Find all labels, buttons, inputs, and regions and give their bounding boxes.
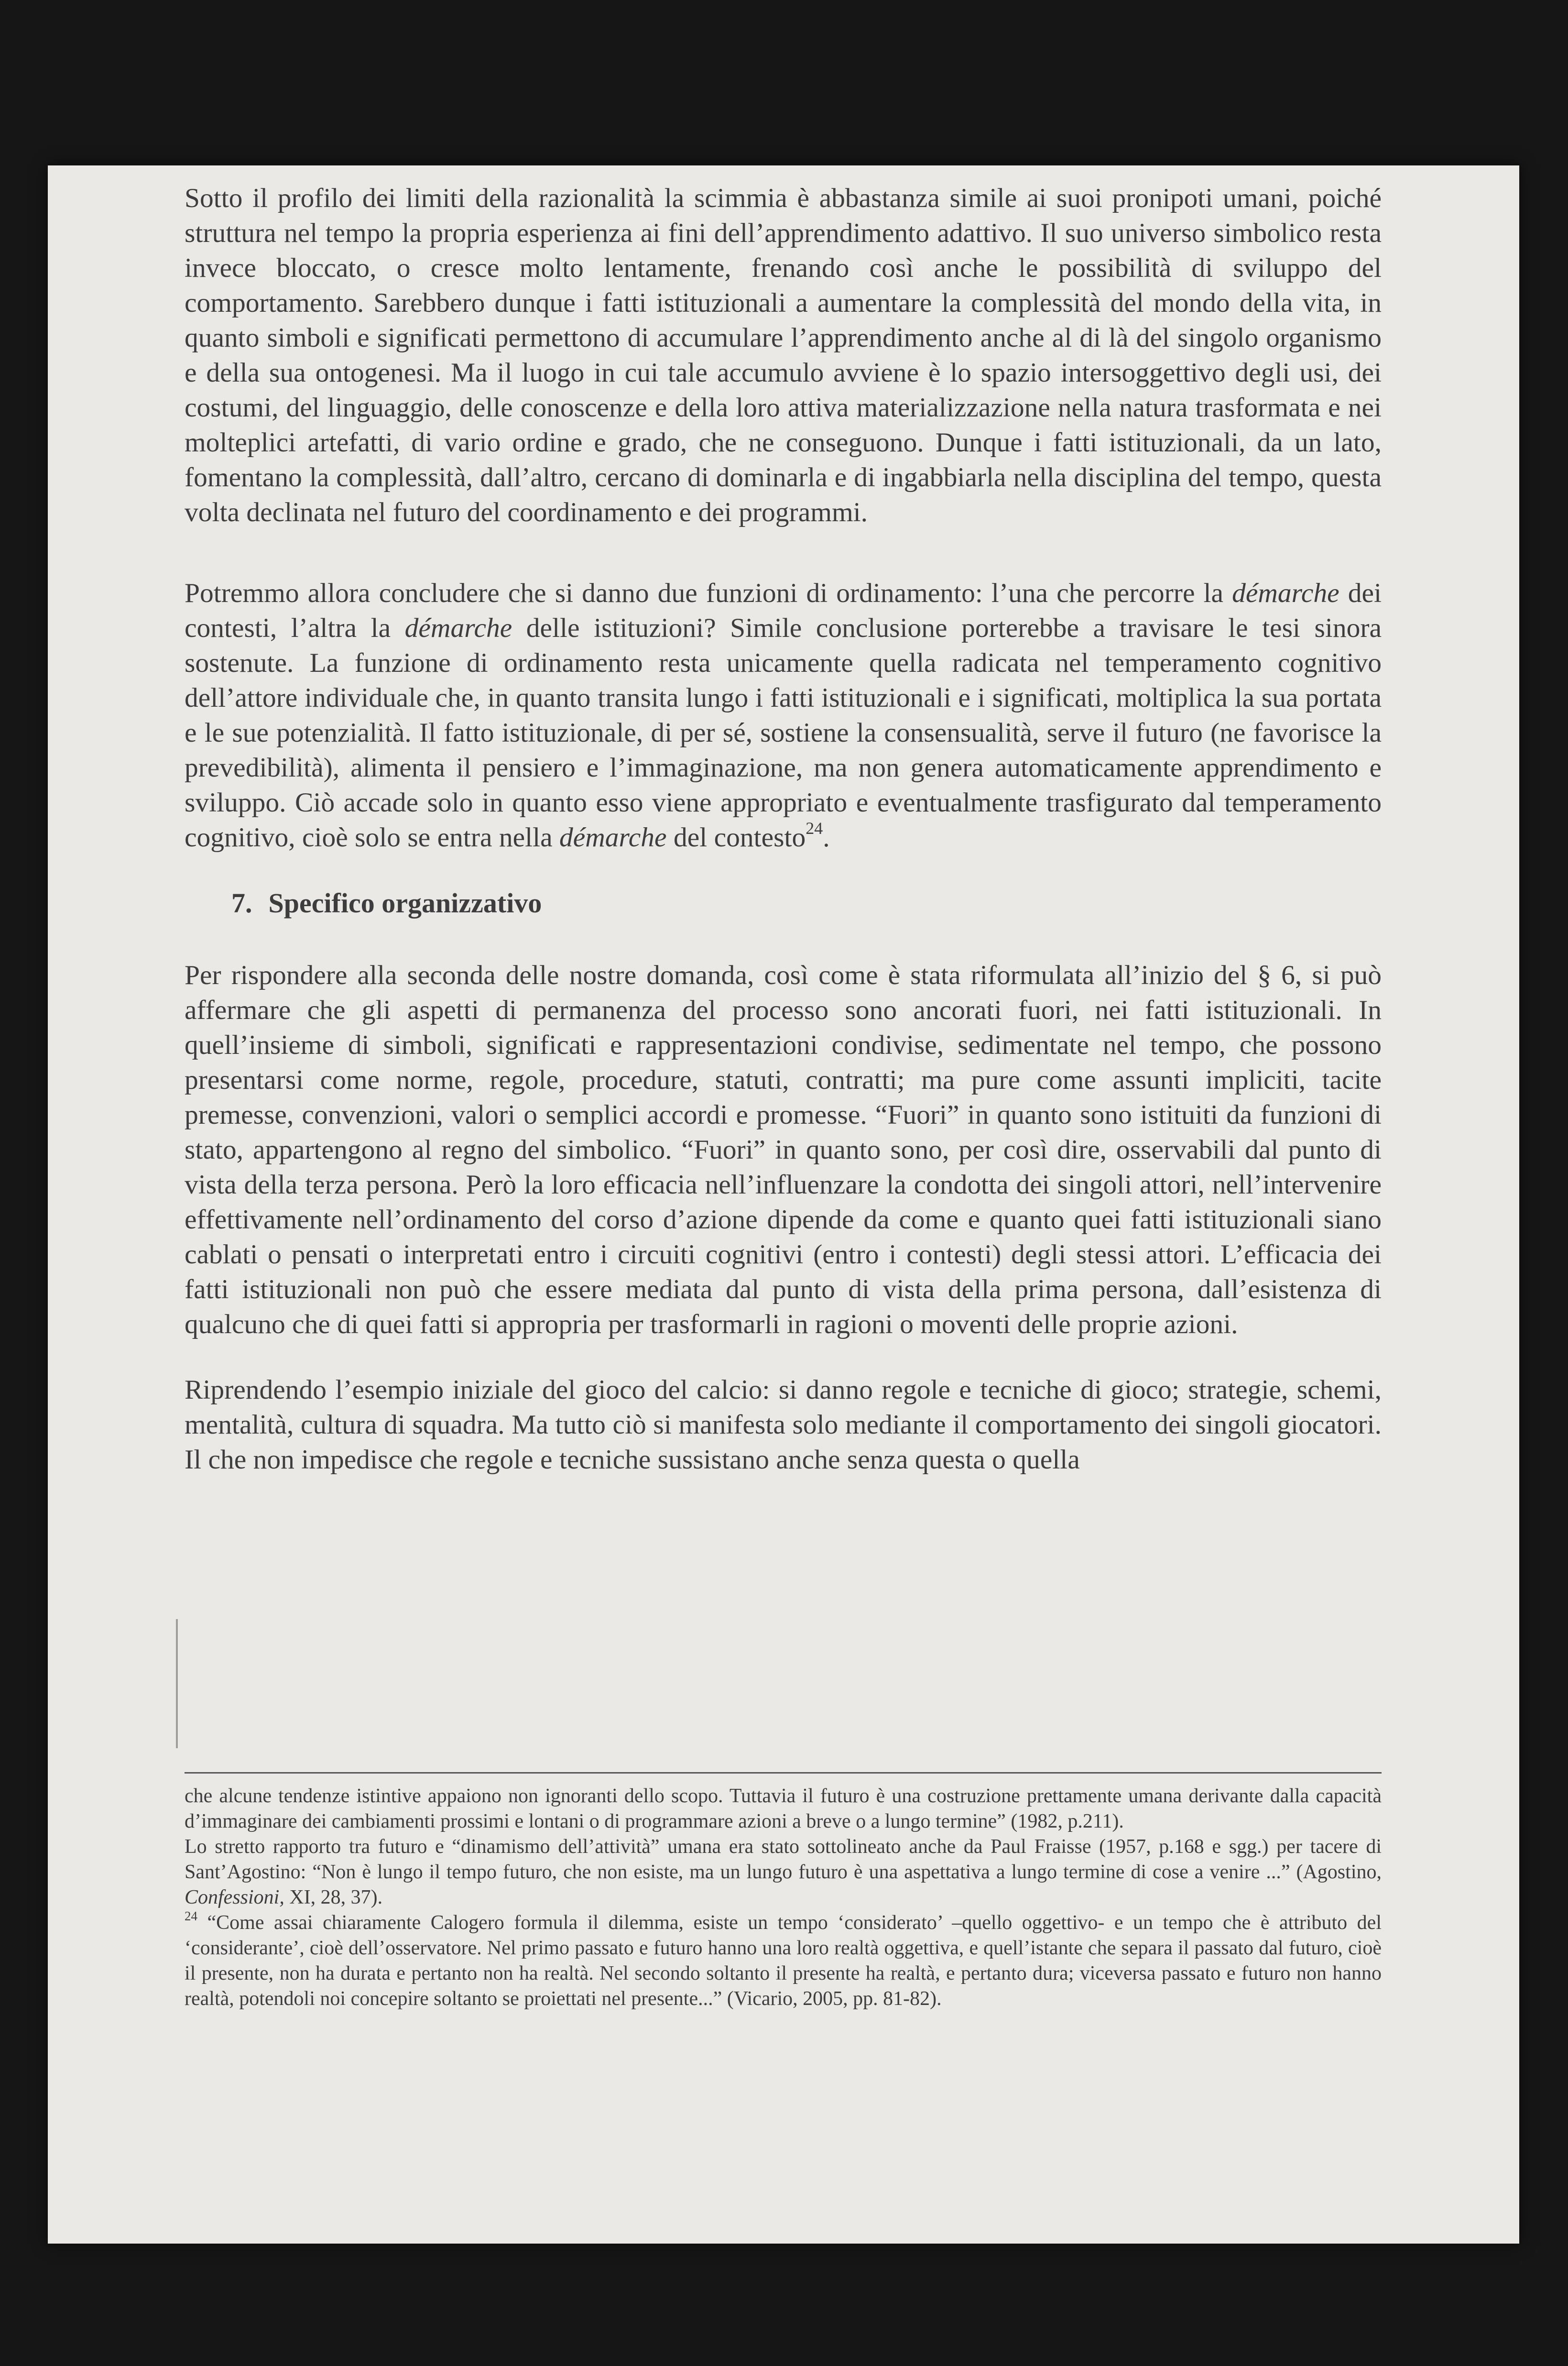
paragraph-2-end: . <box>823 822 830 853</box>
footnote-divider <box>185 1772 1382 1774</box>
section-heading <box>231 886 1382 920</box>
paragraph-3: Per rispondere alla seconda delle nostre domanda, così come è stata riformulata all’inizio del § 6, si può affermare che gli aspetti di permanenza del processo sono ancorati fuori, nei fatti istituzionali. In quell’insieme di simboli, significati e rappresentazioni condivise, sedimentate nel tempo, che possono presentarsi come norme, regole, procedure, statuti, contratti; ma pure come assunti impliciti, tacite premesse, convenzioni, valori o semplici accordi e promesse. “Fuori” in quanto sono istituiti da funzioni di stato, appartengono al regno del simbolico. “Fuori” in quanto sono, per così dire, osservabili dal punto di vista della terza persona. Però la loro efficacia nell’influenzare la condotta dei singoli attori, nell’intervenire effettivamente nell’ordinamento del corso d’azione dipende da come e quanto quei fatti istituzionali siano cablati o pensati o interpretati entro i circuiti cognitivi (entro i contesti) degli stessi attori. L’efficacia dei fatti istituzionali non può che essere mediata dal punto di vista della prima persona, dall’esistenza di qualcuno che di quei fatti si appropria per trasformarli in ragioni o moventi delle proprie azioni. <box>185 960 1382 1339</box>
footnote-24-text: “Come assai chiaramente Calogero formula il dilemma, esiste un tempo ‘considerato’ –quello oggettivo- e un tempo che è attributo del ‘considerante’, cioè dell’osservatore. Nel primo passato e futuro hanno una loro realtà oggettiva, e quell’istante che separa il passato dal futuro, cioè il presente, non ha durata e pertanto non ha realtà. Nel secondo soltanto il presente ha realtà, e pertanto dura; viceversa passato e futuro non hanno realtà, potendoli noi concepire soltanto se proiettati nel presente...” (Vicario, 2005, pp. 81-82). <box>185 1912 1382 2010</box>
paragraph-2 <box>185 576 1382 855</box>
margin-mark <box>176 1619 178 1748</box>
footnote-24-number: 24 <box>185 1909 197 1923</box>
emphasis-demarche-1: démarche <box>1232 578 1339 608</box>
footnote-fraisse-text-a: Lo stretto rapporto tra futuro e “dinamismo dell’attività” umana era stato sottolineato anche da Paul Fraisse (1957, p.168 e sgg.) per tacere di Sant’Agostino: “Non è lungo il tempo futuro, che non esiste, ma un lungo futuro è una aspettativa a lungo termine di cose a venire ...” (Agostino, <box>185 1836 1382 1883</box>
paragraph-2-text-b: dei contesti, l’altra la <box>185 578 1382 643</box>
footnote-fraisse-text-b: XI, 28, 37). <box>284 1886 383 1908</box>
footnote-ref-24: 24 <box>806 819 823 838</box>
section-title: Specifico organizzativo <box>268 887 542 919</box>
footnote-24 <box>185 1910 1382 2012</box>
section-number: 7. <box>231 887 252 919</box>
paragraph-2-text-d: del contesto <box>666 822 806 853</box>
footnote-continued: che alcune tendenze istintive appaiono non ignoranti dello scopo. Tuttavia il futuro è una costruzione prettamente umana derivante dalla capacità d’immaginare dei cambiamenti prossimi e lontani o di programmare azioni a breve o a lungo termine” (1982, p.211). <box>185 1785 1382 1832</box>
emphasis-demarche-3: démarche <box>559 822 667 853</box>
paragraph-2-text-c: delle istituzioni? Simile conclusione porterebbe a travisare le tesi sinora sostenute. La funzione di ordinamento resta unicamente quella radicata nel temperamento cognitivo dell’attore individuale che, in quanto transita lungo i fatti istituzionali e i significati, moltiplica la sua portata e le sue potenzialità. Il fatto istituzionale, di per sé, sostiene la consensualità, serve il futuro (ne favorisce la prevedibilità), alimenta il pensiero e l’immaginazione, ma non genera automaticamente apprendimento e sviluppo. Ciò accade solo in quanto esso viene appropriato e eventualmente trasfigurato dal temperamento cognitivo, cioè solo se entra nella <box>185 613 1382 853</box>
footnote-fraisse <box>185 1834 1382 1910</box>
paragraph-4: Riprendendo l’esempio iniziale del gioco del calcio: si danno regole e tecniche di gioco; strategie, schemi, mentalità, cultura di squadra. Ma tutto ciò si manifesta solo mediante il comportamento dei singoli giocatori. Il che non impedisce che regole e tecniche sussistano anche senza questa o quella <box>185 1375 1382 1475</box>
paragraph-2-text-a: Potremmo allora concludere che si danno due funzioni di ordinamento: l’una che percorre la <box>185 578 1232 608</box>
footnote-confessioni: Confessioni, <box>185 1886 284 1908</box>
footnotes <box>185 1784 1382 2012</box>
paragraph-1: Sotto il profilo dei limiti della razionalità la scimmia è abbastanza simile ai suoi pronipoti umani, poiché struttura nel tempo la propria esperienza ai fini dell’apprendimento adattivo. Il suo universo simbolico resta invece bloccato, o cresce molto lentamente, frenando così anche le possibilità di sviluppo del comportamento. Sarebbero dunque i fatti istituzionali a aumentare la complessità del mondo della vita, in quanto simboli e significati permettono di accumulare l’apprendimento anche al di là del singolo organismo e della sua ontogenesi. Ma il luogo in cui tale accumulo avviene è lo spazio intersoggettivo degli usi, dei costumi, del linguaggio, delle conoscenze e della loro attiva materializzazione nella natura trasformata e nei molteplici artefatti, di vario ordine e grado, che ne conseguono. Dunque i fatti istituzionali, da un lato, fomentano la complessità, dall’altro, cercano di dominarla e di ingabbiarla nella disciplina del tempo, questa volta declinata nel futuro del coordinamento e dei programmi. <box>185 183 1382 527</box>
emphasis-demarche-2: démarche <box>404 613 512 643</box>
main-text <box>185 181 1382 1523</box>
